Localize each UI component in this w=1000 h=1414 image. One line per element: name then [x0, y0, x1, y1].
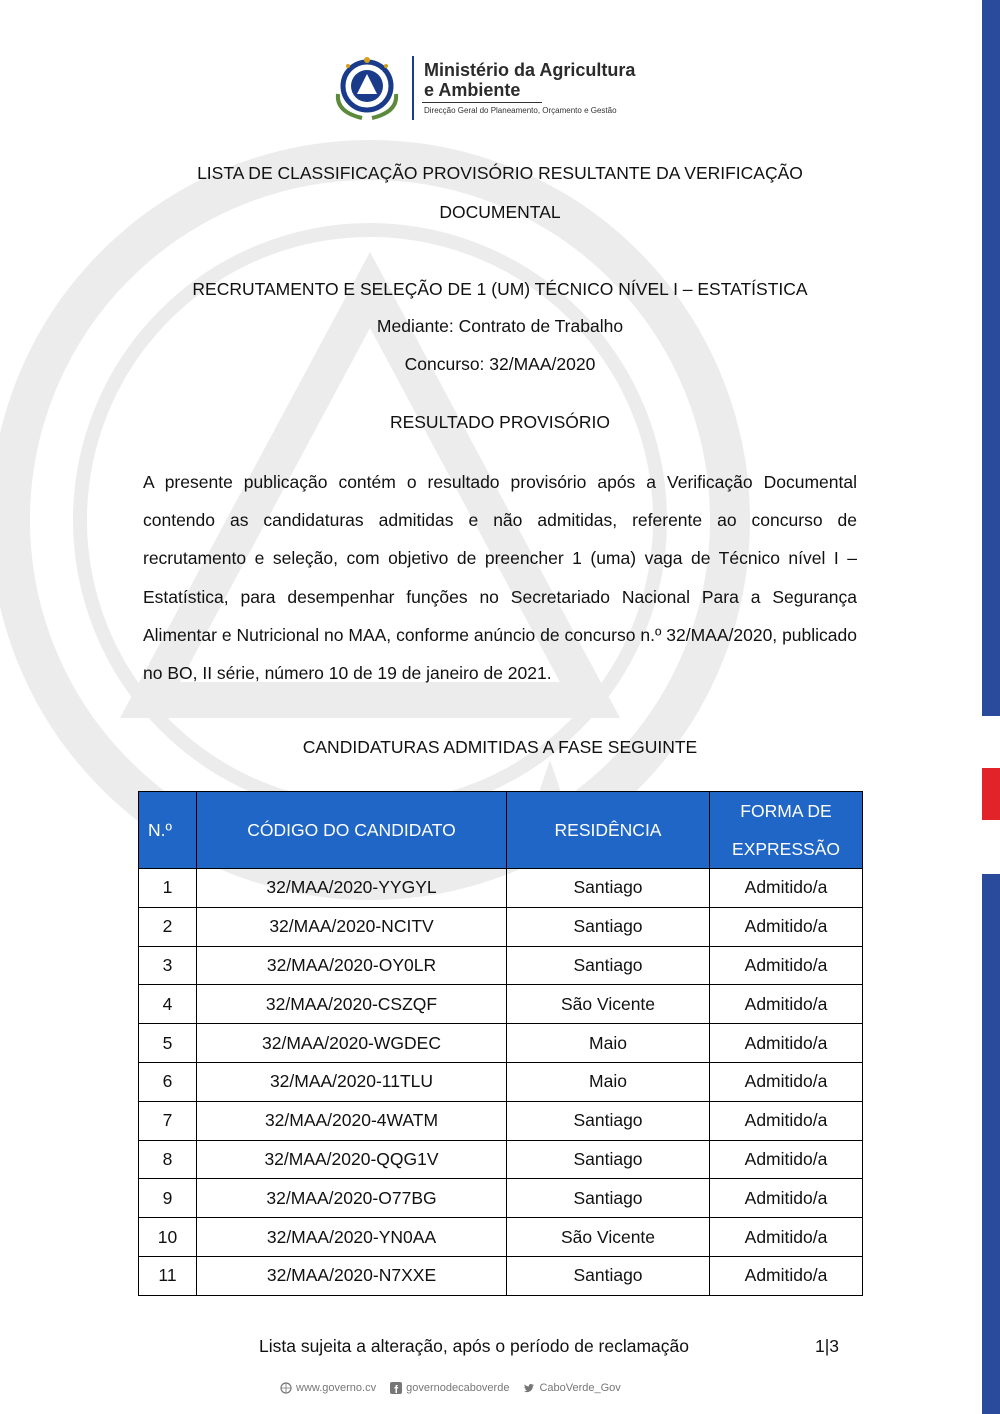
residence: São Vicente	[507, 985, 710, 1024]
table-row	[139, 985, 863, 1024]
section-title: CANDIDATURAS ADMITIDAS A FASE SEGUINTE	[302, 737, 698, 757]
national-seal-icon	[328, 54, 406, 122]
candidates-table	[138, 791, 863, 1296]
status: Admitido/a	[710, 1140, 863, 1179]
website-text: www.governo.cv	[296, 1382, 377, 1394]
result-heading: RESULTADO PROVISÓRIO	[389, 412, 611, 432]
edge-blue-band-lower	[982, 874, 1000, 1414]
candidate-code: 32/MAA/2020-N7XXE	[197, 1256, 507, 1295]
row-number: 5	[139, 1024, 197, 1063]
ministry-name-line1: Ministério da Agricultura	[424, 60, 636, 80]
residence: Santiago	[507, 946, 710, 985]
table-row	[139, 1218, 863, 1257]
status: Admitido/a	[710, 1179, 863, 1218]
status: Admitido/a	[710, 1024, 863, 1063]
twitter-text: CaboVerde_Gov	[539, 1382, 621, 1394]
candidate-code: 32/MAA/2020-WGDEC	[197, 1024, 507, 1063]
table-row	[139, 1062, 863, 1101]
row-number: 7	[139, 1101, 197, 1140]
candidate-code: 32/MAA/2020-11TLU	[197, 1062, 507, 1101]
edge-red-band	[982, 768, 1000, 820]
table-row	[139, 1256, 863, 1295]
status: Admitido/a	[710, 1256, 863, 1295]
status: Admitido/a	[710, 907, 863, 946]
candidate-code: 32/MAA/2020-4WATM	[197, 1101, 507, 1140]
edge-blue-band	[982, 0, 1000, 716]
document-title-line2: DOCUMENTAL	[439, 202, 561, 222]
facebook-link[interactable]	[390, 1382, 509, 1394]
header-residence: RESIDÊNCIA	[507, 792, 710, 869]
table-row	[139, 946, 863, 985]
table-row	[139, 1140, 863, 1179]
residence: Maio	[507, 1062, 710, 1101]
logo-divider	[412, 56, 414, 120]
row-number: 4	[139, 985, 197, 1024]
residence: Santiago	[507, 1140, 710, 1179]
table-row	[139, 907, 863, 946]
ministry-name-line2: e Ambiente	[424, 80, 521, 100]
status: Admitido/a	[710, 1218, 863, 1257]
ministry-subtitle: Direcção Geral do Planeamento, Orçamento e Gestão	[424, 106, 617, 115]
residence: Santiago	[507, 1101, 710, 1140]
website-link[interactable]	[280, 1382, 376, 1394]
candidate-code: 32/MAA/2020-QQG1V	[197, 1140, 507, 1179]
status: Admitido/a	[710, 946, 863, 985]
status: Admitido/a	[710, 869, 863, 908]
contest-number: Concurso: 32/MAA/2020	[404, 354, 596, 374]
residence: Santiago	[507, 1179, 710, 1218]
intro-paragraph: A presente publicação contém o resultado provisório após a Verificação Documental contendo as candidaturas admitidas e não admitidas, referente ao concurso de recrutamento e seleção, com objetivo de preencher 1 (uma) vaga de Técnico nível I – Estatística, para desempenhar funções no Secretariado Nacional Para a Segurança Alimentar e Nutricional no MAA, conforme anúncio de concurso n.º 32/MAA/2020, publicado no BO, II série, número 10 de 19 de janeiro de 2021.	[143, 472, 857, 684]
twitter-link[interactable]	[523, 1382, 620, 1394]
row-number: 3	[139, 946, 197, 985]
ministry-logo	[328, 52, 668, 124]
footer-note: Lista sujeita a alteração, após o período de reclamação	[259, 1336, 689, 1356]
table-row	[139, 1179, 863, 1218]
status: Admitido/a	[710, 985, 863, 1024]
page-number: 1|3	[815, 1336, 840, 1356]
logo-rule	[422, 102, 542, 103]
globe-icon	[280, 1382, 292, 1394]
candidate-code: 32/MAA/2020-CSZQF	[197, 985, 507, 1024]
header-expression: FORMA DE EXPRESSÃO	[710, 792, 863, 869]
residence: Maio	[507, 1024, 710, 1063]
social-links	[280, 1382, 621, 1394]
residence: Santiago	[507, 869, 710, 908]
residence: Santiago	[507, 907, 710, 946]
row-number: 6	[139, 1062, 197, 1101]
recruitment-heading: RECRUTAMENTO E SELEÇÃO DE 1 (UM) TÉCNICO NÍVEL I – ESTATÍSTICA	[192, 279, 808, 299]
twitter-icon	[523, 1382, 535, 1394]
row-number: 8	[139, 1140, 197, 1179]
row-number: 2	[139, 907, 197, 946]
candidate-code: 32/MAA/2020-YN0AA	[197, 1218, 507, 1257]
contract-type: Mediante: Contrato de Trabalho	[376, 316, 624, 336]
candidate-code: 32/MAA/2020-NCITV	[197, 907, 507, 946]
row-number: 11	[139, 1256, 197, 1295]
candidate-code: 32/MAA/2020-OY0LR	[197, 946, 507, 985]
row-number: 9	[139, 1179, 197, 1218]
candidate-code: 32/MAA/2020-YYGYL	[197, 869, 507, 908]
candidate-code: 32/MAA/2020-O77BG	[197, 1179, 507, 1218]
status: Admitido/a	[710, 1101, 863, 1140]
table-row	[139, 1101, 863, 1140]
table-row	[139, 869, 863, 908]
residence: Santiago	[507, 1256, 710, 1295]
row-number: 10	[139, 1218, 197, 1257]
facebook-icon	[390, 1382, 402, 1394]
table-row	[139, 1024, 863, 1063]
table-header-row	[139, 792, 863, 869]
header-candidate-code: CÓDIGO DO CANDIDATO	[197, 792, 507, 869]
residence: São Vicente	[507, 1218, 710, 1257]
header-number: N.º	[139, 792, 197, 869]
row-number: 1	[139, 869, 197, 908]
document-title-line1: LISTA DE CLASSIFICAÇÃO PROVISÓRIO RESULTANTE DA VERIFICAÇÃO	[197, 163, 803, 183]
status: Admitido/a	[710, 1062, 863, 1101]
facebook-text: governodecaboverde	[406, 1382, 510, 1394]
